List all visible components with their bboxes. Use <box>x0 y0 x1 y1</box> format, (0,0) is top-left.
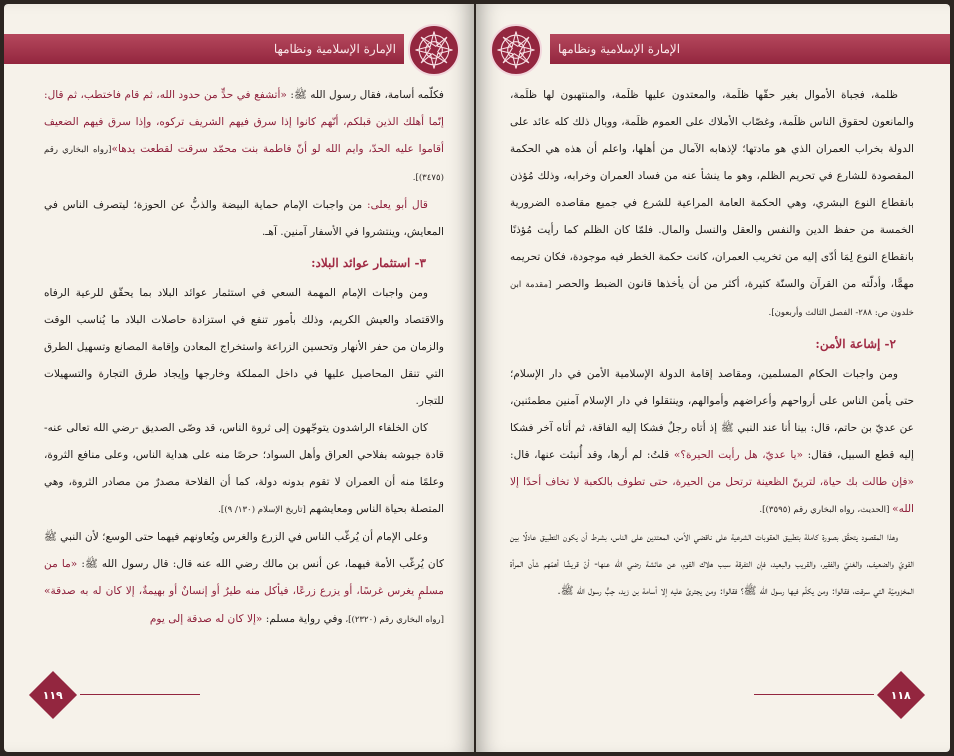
paragraph <box>44 280 444 415</box>
text-segment: وفي رواية مسلم: <box>262 613 343 625</box>
text-segment: وهذا المقصود يتحقّق بصورة كاملة بتطبيق العقوبات الشرعية على ناقضي الأمن، المعتدين على الناس، بشرط أن يكون التطبيق عادلًا بين القويّ والضعيف، والغنيّ والفقير، والقريب والبعيد، فإن التفرقة سبب هلاك القوم، عن عائشة رضي الله عنها- أنّ قريشًا أهمّهم شأن المرأة المخزوميّة التي سرقت، فقالوا: ومن يكلّم فيها رسول الله ﷺ؟ فقالوا: ومن يجترئ عليه إلا أسامة بن زيد، حِبُّ رسول الله ﷺ. <box>510 531 914 597</box>
left-footer-rule <box>80 694 200 695</box>
text-segment: قلتُ: لم أرها، وقد أُنبئت عنها، قال: <box>510 449 674 461</box>
right-page-number-badge <box>877 671 925 719</box>
paragraph <box>44 82 444 192</box>
right-page-number: ١١٨ <box>890 688 912 702</box>
highlighted-quote: «أتشفع في حدٍّ من حدود الله، ثم قام فاختطب، ثم قال: إنّما أهلك الذين قبلكم، أنّهم كانوا إذا سرق فيهم الشريف تركوه، وإذا سرق فيهم الضعيف أقاموا عليه الحدّ، وايم الله لو أنّ فاطمة بنت محمّد سرقت لقطعت يدها» <box>44 89 444 155</box>
right-footer-rule <box>754 694 874 695</box>
citation-reference: [مقدمة ابن خلدون ص: ٢٨٨- الفصل الثالث وأربعون]. <box>510 280 914 318</box>
paragraph <box>510 82 914 327</box>
left-subheading: ٣- استثمار عوائد البلاد: <box>311 256 426 270</box>
left-header-title: الإمارة الإسلامية ونظامها <box>273 42 396 56</box>
highlighted-quote: قال أبو يعلى: <box>362 199 429 211</box>
citation-reference: [تاريخ الإسلام (١٣٠/ ٩)]. <box>218 505 306 515</box>
paragraph <box>44 192 444 246</box>
right-body-text <box>510 82 914 605</box>
citation-reference: [الحديث، رواه البخاري رقم (٣٥٩٥)]. <box>759 505 893 515</box>
left-rosette-ornament-icon <box>408 24 460 76</box>
left-page <box>4 4 474 752</box>
citation-reference: [رواه البخاري رقم (٣٤٧٥)]. <box>44 145 444 183</box>
right-rosette-ornament-icon <box>490 24 542 76</box>
paragraph <box>44 415 444 524</box>
highlighted-quote: «ما من مسلمٍ يغرس غرسًا، أو يزرع زرعًا، فيأكل منه طيرٌ أو إنسانٌ أو بهيمةٌ، إلا كان له به صدقة» <box>44 558 444 597</box>
paragraph <box>510 524 914 605</box>
text-segment: وعلى الإمام أن يُرغّب الناس في الزرع والغرس ويُعاونهم فيهما حتى الوسع؛ لأن النبي ﷺ كان يُرغّب الأمة فيهما، عن أنس بن مالك رضي الله عنه قال: قال رسول الله ﷺ: <box>44 531 444 570</box>
paragraph <box>510 361 914 524</box>
right-subheading: ٢- إشاعة الأمن: <box>815 337 896 351</box>
citation-reference: [رواه البخاري رقم (٢٣٢٠)]، <box>342 615 444 625</box>
text-segment: ومن واجبات الإمام المهمة السعي في استثمار عوائد البلاد بما يحقّق للرعية الرفاه والاقتصاد والعيش الكريم، وذلك بأمور تنفع في استزادة حاصلات البلاد ما يُناسب الوقت والزمان من حفر الأنهار وتحسين الزراعة واستخراج المعادن وإقامة المصانع وتسهيل الطرق التي تنقل المحاصيل عليها في داخل المملكة وخارجها وإيجاد طرق التجارة والتسهيلات للتجار. <box>44 287 444 407</box>
right-header-band <box>550 34 950 64</box>
text-segment: ومن واجبات الحكام المسلمين، ومقاصد إقامة الدولة الإسلامية الأمن في دار الإسلام؛ حتى يأمن الناس على أرواحهم وأعراضهم وأموالهم، وينتقلوا في دار الإسلام آمنين مطمئنين، عن عديّ بن حاتم، قال: بينا أنا عند النبي ﷺ إذ أتاه رجلٌ فشكا إليه الفاقة، ثم أتاه آخر فشكا إليه قطع السبيل، فقال: <box>510 368 914 461</box>
text-segment: من واجبات الإمام حماية البيضة والذبُّ عن الحوزة؛ ليتصرف الناس في المعايش، وينتشروا في الأسفار آمنين. آهـ. <box>44 199 444 238</box>
highlighted-quote: «فإن طالت بك حياة، لترينّ الظعينة ترتحل من الحيرة، حتى تطوف بالكعبة لا تخاف أحدًا إلا الله» <box>510 476 914 515</box>
paragraph <box>44 524 444 634</box>
highlighted-quote: «إلا كان له صدقة إلى يوم <box>149 613 263 625</box>
left-body-text <box>44 82 444 634</box>
left-header-band <box>4 34 404 64</box>
left-page-number-badge <box>29 671 77 719</box>
text-segment: كان الخلفاء الراشدون يتوجّهون إلى ثروة الناس، قد وصّى الصديق -رضي الله تعالى عنه- قادة جيوشه بفلاحي العراق وأهل السواد؛ حرصًا منه على هداية الناس، وعلى منافع الثروة، وعلمًا منه أن العمران لا تقوم بدونه دولة، كما أن الفلاحة مصدرٌ من مصادر الثروة، وهي المتصلة بحياة الناس ومعايشهم <box>44 422 444 515</box>
highlighted-quote: «يا عديّ، هل رأيت الحيرة؟» <box>673 449 804 461</box>
text-segment: ظلمة، فجباة الأموال بغير حقّها ظلَمة، والمعتدون عليها ظلَمة، والمنتهبون لها ظلَمة، والمانعون لحقوق الناس ظلَمة، وغصّاب الأملاك على العموم ظلَمة، ووبال ذلك كله عائد على الدولة بخراب العمران الذي هو مادتها؛ لإذهابه الآمال من أهلها، واعلم أن هذه هي الحكمة المقصودة للشارع في تحريم الظلم، وهو ما ينشأ عنه من فساد العمران وخرابه، وذلك مُؤذن بانقطاع النوع البشري، وهي الحكمة العامة المراعية للشرع في جميع مقاصده الضرورية الخمسة من حفظ الدين والنفس والعقل والنسل والمال. فلمّا كان الظلم كما رأيت مُؤذنًا بانقطاع النوع لِمَا أدّى إليه من تخريب العمران، كانت حكمة الخطر فيه موجودة، فكان تحريمه مهمًّا، وأدلّته من القرآن والسنّة كثيرة، أكثر من أن يأخذها قانون الضبط والحصر <box>510 89 914 290</box>
left-page-number: ١١٩ <box>42 688 64 702</box>
right-header-title: الإمارة الإسلامية ونظامها <box>558 42 681 56</box>
right-page <box>476 4 950 752</box>
text-segment: فكلّمه أسامة، فقال رسول الله ﷺ: <box>286 89 444 101</box>
